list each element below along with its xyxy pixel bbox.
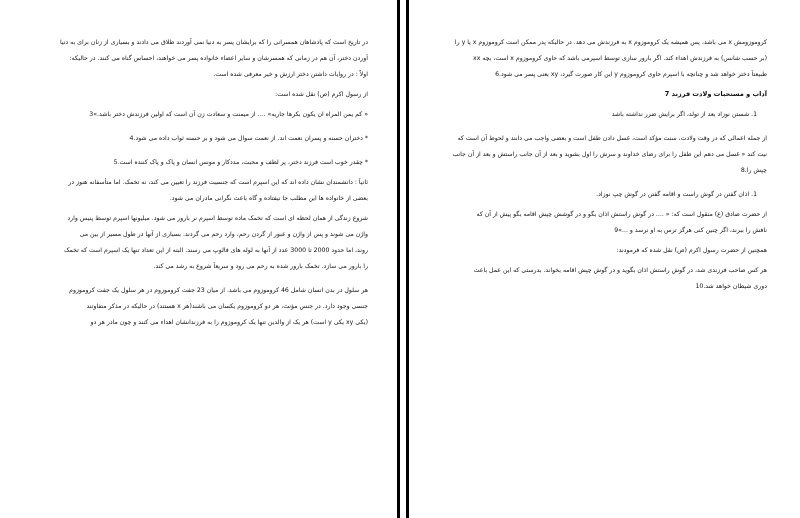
text-line: ثانیاً : دانشمندان نشان داده اند که این اسپرم است که جنسیت فرزند را تعیین می کند، نه تخمک. اما متأسفانه هنوز در <box>68 179 368 186</box>
page-right-body <box>449 38 767 291</box>
text-line: هر کس صاحب فرزندی شد، در گوش راستش اذان بگوید و در گوش چپش اقامه بخواند. بدرستی که این عمل باعث <box>473 267 767 274</box>
text-line: نافش را ببرند، اگر چنین کنی هرگز ترس به او نرسد و ...»9 <box>614 227 767 234</box>
text-line: در تاریخ است که پادشاهان همسرانی را که برایشان پسر به دنیا نمی آوردند طلاق می دادند و بسیاری از زنان برای به دنیا <box>59 39 368 46</box>
text-line: طبیعتاً دختر خواهد شد و چنانچه با اسپرم حاوی کروموزوم y این کار صورت گیرد، xy یعنی پسر می شود.6 <box>495 71 767 78</box>
text-line: از حضرت صادق (ع) منقول است که: « .... در گوش راستش اذان بگو و در گوشش چپش اقامه بگو پیش از آن که <box>476 211 767 218</box>
text-line: بعضی از خانواده ها این مطلب جا نیفتاده و گاه باعث نگرانی مادران می شود. <box>169 195 368 202</box>
text-line: « کم یمن المراه ان یکون بکرها جاریه» .... از میمنت و سعادت زن آن است که اولین فرزندش دختر باشد.»3 <box>89 111 368 118</box>
text-line: از رسول اکرم (ص) نقل شده است: <box>275 91 368 98</box>
text-line: نیت کند « غسل می دهم این طفل را برای رضای خداوند و سرش را اول بشوید و بعد از آن جانب راستش و بعد از آن جانب <box>452 151 767 158</box>
text-line: (بر حسب شانس) به فرزندش اهداء کند. اگر بارور سازی توسط اسپرمی باشد که حاوی کروموزوم x است، بچه xx <box>473 55 767 62</box>
text-line: جنسی وجود دارد. در جنس مؤنث، هر دو کروموزوم یکسان می باشند(هر x هستند) در حالیکه در مذکر متفاوتند <box>86 303 368 310</box>
text-line: دوری شیطان خواهد شد.10 <box>695 283 767 290</box>
text-line: کروموزومش x می باشد، پس همیشه یک کروموزوم x به فرزندش می دهد. در حالیکه پدر ممکن است کروموزوم x یا y را <box>454 39 767 46</box>
text-line: همچنین از حضرت رسول اکرم (ص) نقل شده که فرمودند: <box>616 247 767 254</box>
text-line: را بارور می سازد. تخمک بارور شده به رحم می رود و سریعاً شروع به رشد می کند. <box>153 263 368 270</box>
text-line: شروع زندگی از همان لحظه ای است که تخمک ماده توسط اسپرم نر بارور می شود. میلیونها اسپرم توسط پنیس وارد <box>67 215 368 222</box>
text-line: * دختران حسنه و پسران نعمت اند. از نعمت سوال می شود و بر حسنه ثواب داده می شود.4 <box>129 135 368 142</box>
text-line: روند، اما حدود 2000 تا 3000 عدد از آنها به لوله های فالوپ می رسند. البته از این تعداد تنها یک اسپرم است که تخمک <box>63 247 368 254</box>
text-line: (یکی xy یکی y است) هر یک از والدین تنها یک کروموزوم را به فرزندانشان اهداء می کنند و چون مادر هر دو <box>90 319 368 326</box>
list-item: 1. شستن نوزاد بعد از تولد، اگر برایش ضرر نداشته باشد <box>611 111 757 118</box>
text-line: از جمله اعمالی که در وقت ولادت، سنت مؤکد است، غسل دادن طفل است و بعضی واجب می دانند و لحوط آن است که <box>457 135 767 142</box>
text-line: آوردن دختر، آن هم در زمانی که همسرشان و سایر اعضاء خانواده پسر می خواهند، احساس گناه می کنند. در حالیکه: <box>69 55 368 62</box>
page-left-body <box>30 38 368 327</box>
section-heading: آداب و مستحبات ولادت فرزند 7 <box>664 90 767 98</box>
text-line: اولاً : در روایات داشتن دختر ارزش و خیر معرفی شده است. <box>213 71 368 78</box>
page-right <box>406 0 800 518</box>
list-item: 1. اذان گفتن در گوش راست و اقامه گفتن در گوش چپ نوزاد. <box>596 191 757 198</box>
text-line: هر سلول در بدن انسان شامل 46 کروموزوم می باشد. از میان 23 جفت کروموزوم در هر سلول یک جفت کروموزوم <box>69 287 368 294</box>
text-line: چپش را.8 <box>740 167 767 174</box>
text-line: واژن می شوند و پس از واژن و عبور از گردن رحم، وارد رحم می گردند. بسیاری از آنها در طول مسیر از بین می <box>79 231 368 238</box>
text-line: * چقدر خوب است فرزند دختر، پر لطف و محبت، مددکار و مونس انسان و پاک و پاک کننده است.5 <box>113 159 368 166</box>
